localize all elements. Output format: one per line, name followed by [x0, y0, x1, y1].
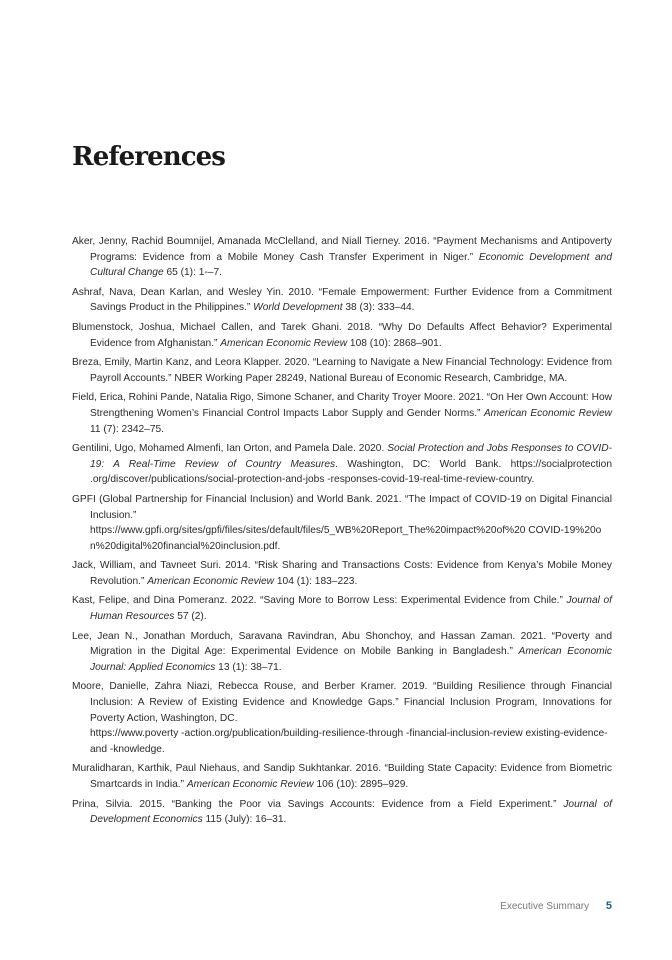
reference-entry [72, 629, 612, 676]
reference-text: Muralidharan, Karthik, Paul Niehaus, and Sandip Sukhtankar. 2016. “Building State Capacity: Evidence from Biometric Smartcards in India.” [72, 763, 612, 790]
reference-italic: American Economic Review [483, 407, 612, 419]
reference-entry [72, 797, 612, 828]
reference-text: Prina, Silvia. 2015. “Banking the Poor via Savings Accounts: Evidence from a Field Experiment.” [72, 798, 564, 810]
reference-italic: American Economic Review [220, 337, 348, 349]
reference-entry [72, 679, 612, 757]
reference-text: Gentilini, Ugo, Mohamed Almenfi, Ian Orton, and Pamela Dale. 2020. [72, 443, 388, 455]
reference-entry [72, 492, 612, 554]
reference-italic: World Development [253, 302, 343, 314]
reference-list [72, 234, 612, 832]
reference-text: 13 (1): 38–71. [215, 661, 282, 673]
footer-section-label: Executive Summary [500, 901, 590, 912]
reference-text: Breza, Emily, Martin Kanz, and Leora Klapper. 2020. “Learning to Navigate a New Financial Technology: Evidence from Payroll Accounts.” NBER Working Paper 28249, National Bureau of Economic Research, Cambridge, MA. [72, 357, 612, 384]
reference-italic: Social Protection and Jobs Responses to COVID-19: A Real-Time Review of Country Measures [90, 443, 612, 470]
reference-entry [72, 558, 612, 589]
reference-entry [72, 234, 612, 281]
reference-text: 38 (3): 333–44. [342, 302, 415, 314]
reference-text: 57 (2). [174, 611, 207, 623]
reference-text: Jack, William, and Tavneet Suri. 2014. “Risk Sharing and Transactions Costs: Evidence from Kenya’s Mobile Money Revolution.” [72, 560, 612, 587]
reference-italic: Journal of Human Resources [90, 595, 612, 623]
reference-italic: American Economic Review [186, 779, 314, 790]
reference-italic: Journal of Development Economics [90, 798, 613, 826]
reference-text: Aker, Jenny, Rachid Boumnijel, Amanada McClelland, and Niall Tierney. 2016. “Payment Mechanisms and Antipoverty Programs: Evidence from a Mobile Money Cash Transfer Experiment in Niger.” [72, 236, 612, 263]
reference-entry [72, 285, 612, 316]
reference-text: 104 (1): 183–223. [274, 575, 358, 587]
reference-text: Moore, Danielle, Zahra Niazi, Rebecca Rouse, and Berber Kramer. 2019. “Building Resilience through Financial Inclusion: A Review of Existing Evidence and Knowledge Gaps.” Financial Inclusion Program, Innovations for Poverty Action, Washington, DC. [72, 681, 612, 724]
reference-text: 108 (10): 2868–901. [347, 337, 442, 349]
reference-entry [72, 441, 612, 488]
reference-text: 115 (July): 16–31. [202, 814, 287, 826]
page-footer [500, 900, 612, 912]
reference-entry [72, 761, 612, 792]
reference-text: Kast, Felipe, and Dina Pomeranz. 2022. “Saving More to Borrow Less: Experimental Evidence from Chile.” [72, 595, 567, 607]
reference-text: . Washington, DC: World Bank. https://socialprotection .org/discover/publications/social-protection-and-jobs -responses-covid-19-real-time-review-country. [90, 458, 612, 486]
reference-italic: Economic Development and Cultural Change [90, 251, 612, 279]
reference-text: Ashraf, Nava, Dean Karlan, and Wesley Yin. 2010. “Female Empowerment: Further Evidence from a Commitment Savings Product in the Philippines.” [72, 286, 612, 314]
reference-text: Field, Erica, Rohini Pande, Natalia Rigo, Simone Schaner, and Charity Troyer Moore. 2021. “On Her Own Account: How Strengthening Women’s Financial Control Impacts Labor Supply and Gender Norms.” [72, 392, 612, 419]
reference-entry [72, 593, 612, 624]
reference-entry [72, 355, 612, 386]
reference-italic: American Economic Journal: Applied Economics [90, 646, 612, 673]
reference-url[interactable]: https://www.gpfi.org/sites/gpfi/files/sites/default/files/5_WB%20Report_The%20impact%20of%20 COVID-19%20on%20digital%20financial%20inclusion.pdf. [90, 525, 602, 552]
reference-text: Lee, Jean N., Jonathan Morduch, Saravana Ravindran, Abu Shonchoy, and Hassan Zaman. 2021. “Poverty and Migration in the Digital Age: Experimental Evidence on Mobile Banking in Bangladesh.” [72, 630, 612, 658]
reference-italic: American Economic Review [147, 575, 275, 587]
page-number: 5 [605, 900, 612, 912]
reference-url[interactable]: https://www.poverty -action.org/publication/building-resilience-through -financial-inclusion-review existing-evidence-and -knowledge. [90, 728, 608, 755]
reference-text: 106 (10): 2895–929. [313, 779, 409, 790]
page-title: References [72, 142, 226, 172]
reference-text: Blumenstock, Joshua, Michael Callen, and Tarek Ghani. 2018. “Why Do Defaults Affect Behavior? Experimental Evidence from Afghanistan.” [72, 321, 612, 349]
reference-text: GPFI (Global Partnership for Financial Inclusion) and World Bank. 2021. “The Impact of COVID-19 on Digital Financial Inclusion.” [72, 493, 612, 521]
reference-text: 65 (1): 1-–7. [163, 267, 222, 279]
reference-entry [72, 390, 612, 437]
reference-entry [72, 320, 612, 351]
reference-text: 11 (7): 2342–75. [90, 423, 165, 435]
